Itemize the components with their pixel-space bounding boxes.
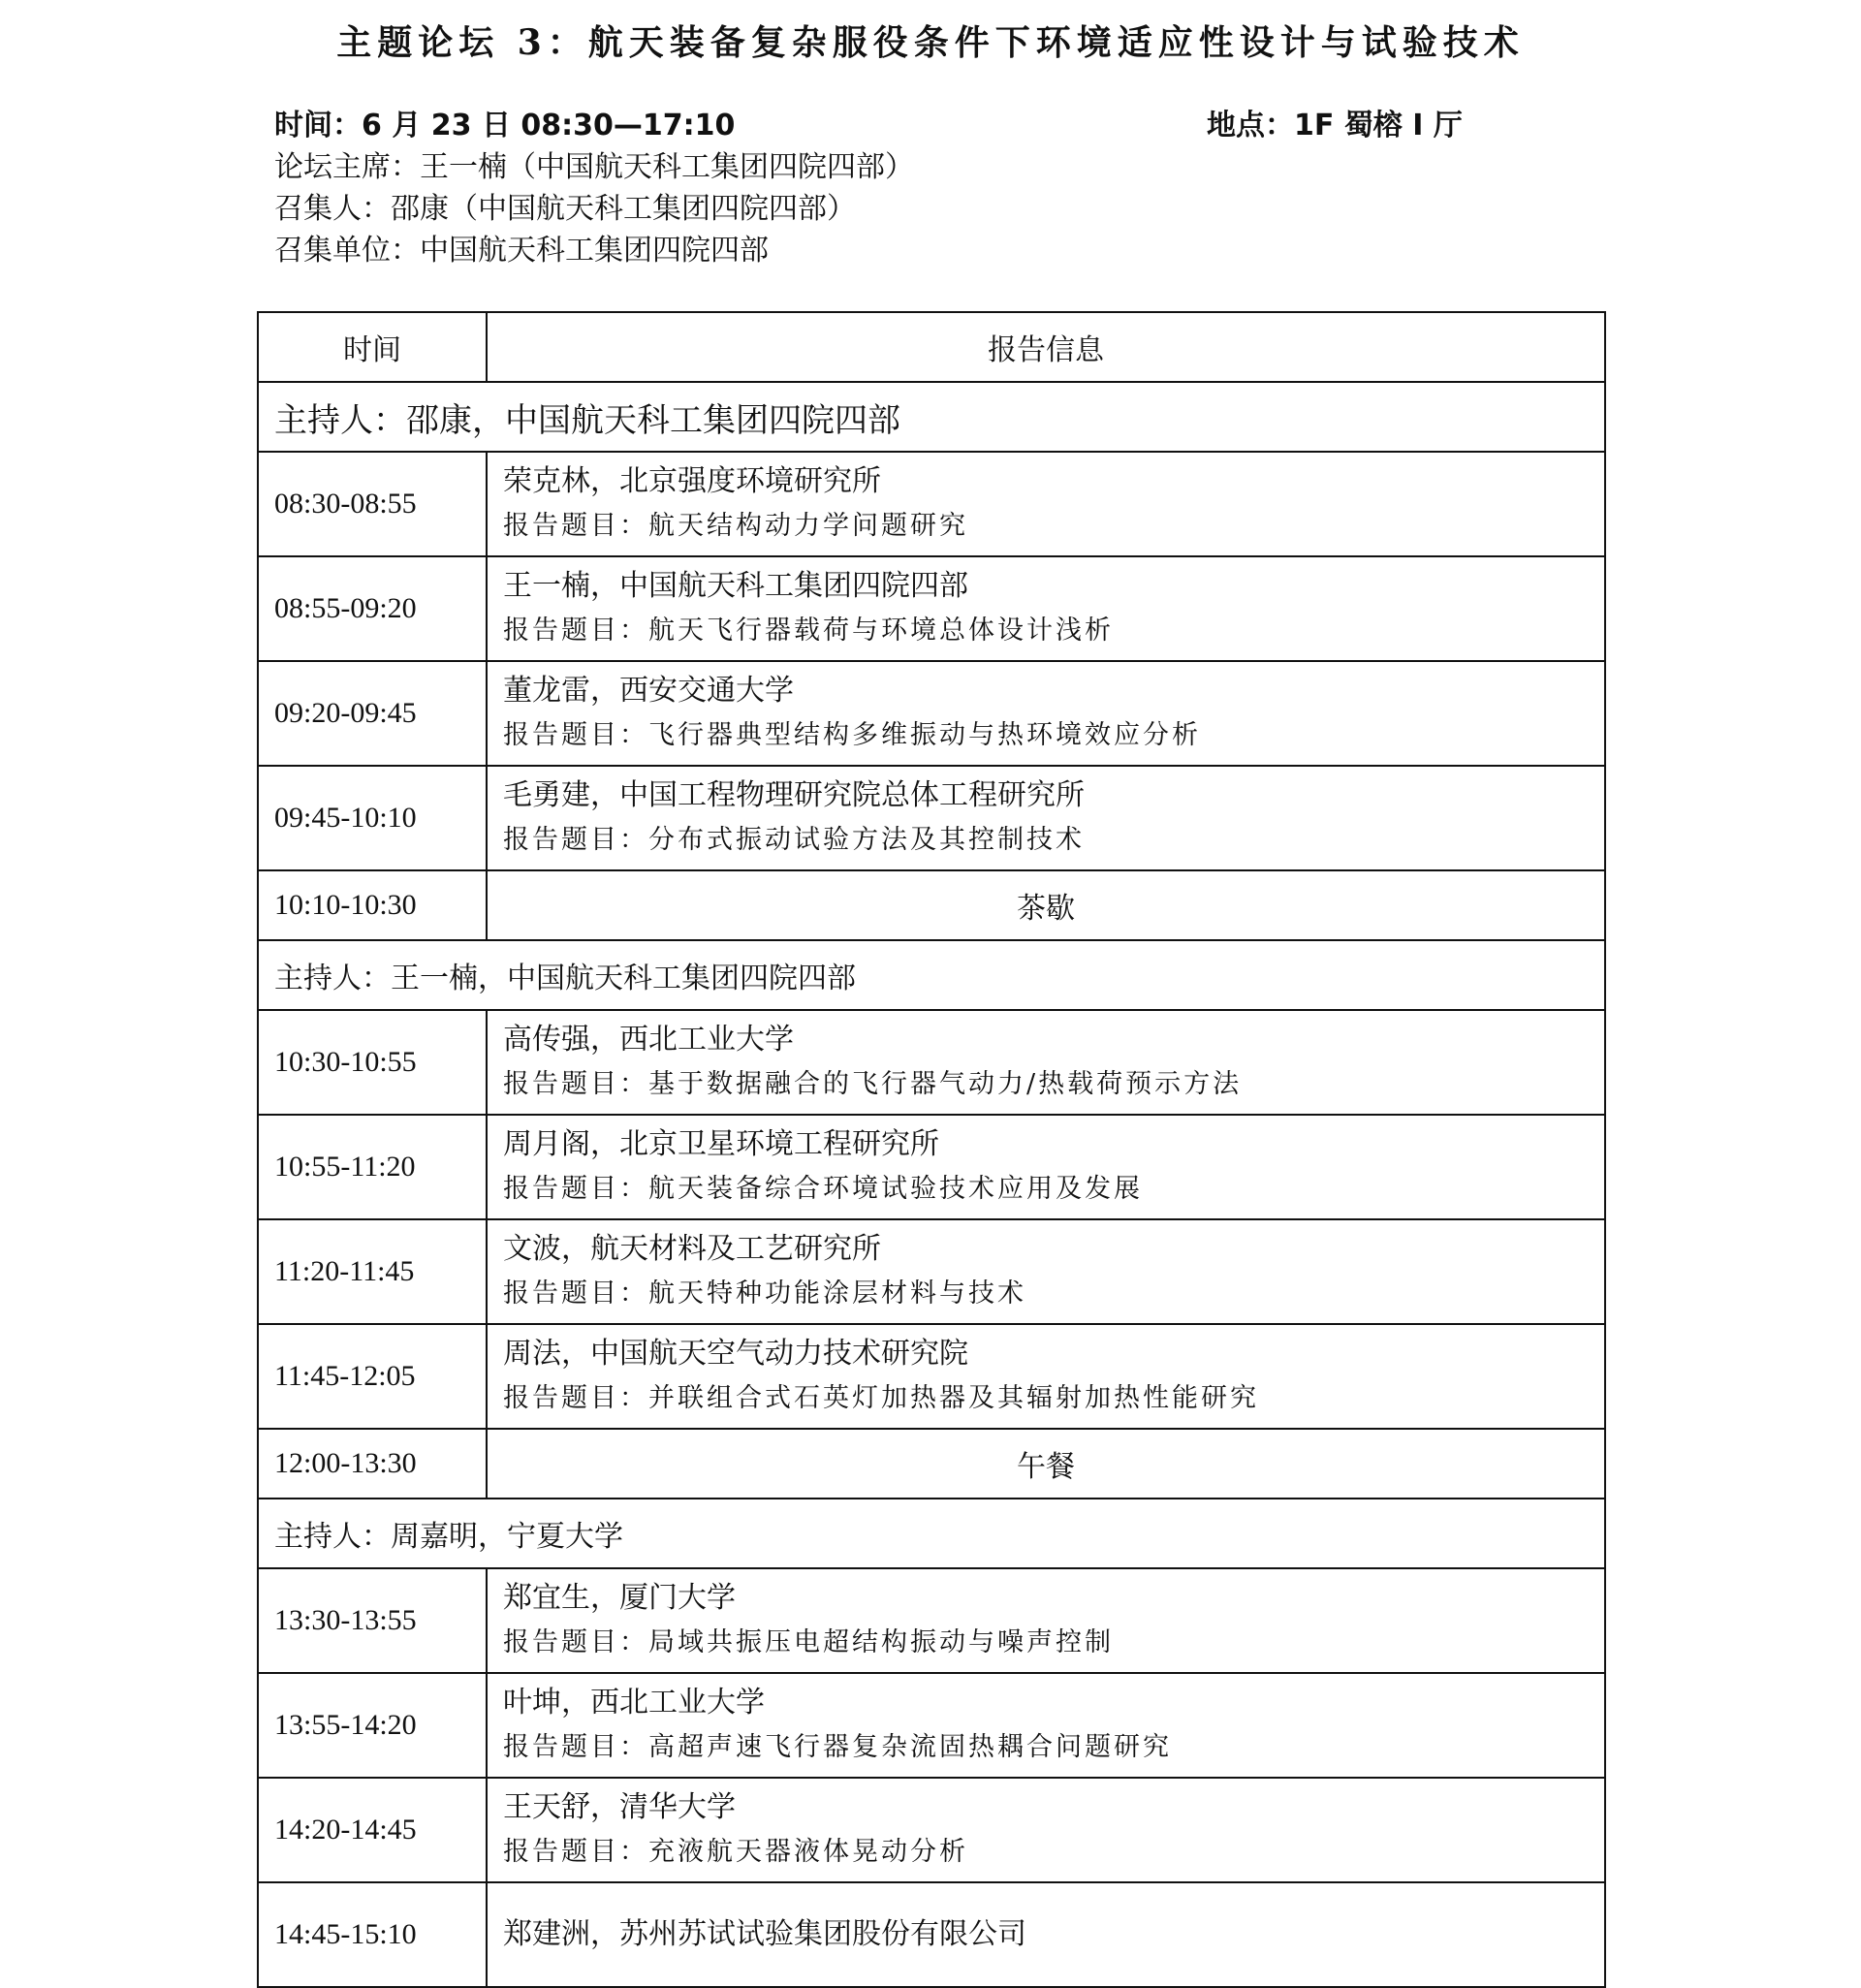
talk-time: 11:45-12:05: [258, 1324, 487, 1429]
meta-time-row: [274, 105, 1602, 146]
meta-convening-unit: 召集单位：中国航天科工集团四院四部: [274, 234, 769, 268]
host-label: 主持人：邵康，中国航天科工集团四院四部: [258, 382, 1605, 452]
break-row: [258, 1429, 1605, 1499]
talk-report: 报告题目：飞行器典型结构多维振动与热环境效应分析: [503, 720, 1201, 750]
host-row: [258, 940, 1605, 1010]
talk-info: [487, 661, 1605, 766]
header-time: 时间: [258, 312, 487, 382]
talk-speaker: 董龙雷，西安交通大学: [503, 674, 794, 708]
talk-time: 10:55-11:20: [258, 1115, 487, 1219]
talk-speaker: 高传强，西北工业大学: [503, 1023, 794, 1057]
forum-title: 主题论坛 3：航天装备复杂服役条件下环境适应性设计与试验技术: [336, 22, 1525, 63]
talk-time: 08:55-09:20: [258, 556, 487, 661]
break-time: 12:00-13:30: [258, 1429, 487, 1499]
talk-time: 13:55-14:20: [258, 1673, 487, 1778]
header-info: 报告信息: [487, 312, 1605, 382]
talk-report: 报告题目：航天特种功能涂层材料与技术: [503, 1278, 1026, 1309]
talk-speaker: 周月阁，北京卫星环境工程研究所: [503, 1127, 939, 1161]
talk-report: 报告题目：基于数据融合的飞行器气动力/热载荷预示方法: [503, 1069, 1243, 1099]
talk-info: [487, 1324, 1605, 1429]
table-row: [258, 1219, 1605, 1324]
meta-convener: 召集人：邵康（中国航天科工集团四院四部）: [274, 192, 856, 226]
table-row: [258, 1778, 1605, 1882]
table-row: [258, 556, 1605, 661]
talk-info: [487, 1568, 1605, 1673]
talk-speaker: 毛勇建，中国工程物理研究院总体工程研究所: [503, 778, 1085, 812]
table-header-row: [258, 312, 1605, 382]
talk-time: 10:30-10:55: [258, 1010, 487, 1115]
talk-info: [487, 766, 1605, 870]
talk-info: [487, 1882, 1605, 1987]
break-label: 午餐: [487, 1429, 1605, 1499]
talk-speaker: 郑建洲，苏州苏试试验集团股份有限公司: [503, 1917, 1026, 1951]
table-row: [258, 1324, 1605, 1429]
talk-speaker: 叶坤，西北工业大学: [503, 1686, 765, 1720]
talk-time: 08:30-08:55: [258, 452, 487, 556]
talk-time: 13:30-13:55: [258, 1568, 487, 1673]
talk-time: 09:20-09:45: [258, 661, 487, 766]
table-row: [258, 1568, 1605, 1673]
talk-report: 报告题目：并联组合式石英灯加热器及其辐射加热性能研究: [503, 1383, 1259, 1413]
talk-time: 11:20-11:45: [258, 1219, 487, 1324]
table-row: [258, 1673, 1605, 1778]
host-row: [258, 1499, 1605, 1568]
table-row: [258, 766, 1605, 870]
forum-meta: [274, 105, 1602, 271]
talk-speaker: 王天舒，清华大学: [503, 1790, 736, 1824]
meta-time: 时间：6 月 23 日 08:30—17:10: [274, 109, 736, 142]
talk-info: [487, 1219, 1605, 1324]
table-row: [258, 1882, 1605, 1987]
talk-report: 报告题目：航天装备综合环境试验技术应用及发展: [503, 1174, 1143, 1204]
host-label: 主持人：周嘉明，宁夏大学: [258, 1499, 1605, 1568]
break-row: [258, 870, 1605, 940]
talk-info: [487, 1673, 1605, 1778]
table-row: [258, 452, 1605, 556]
schedule-table: [257, 311, 1606, 1988]
table-row: [258, 1010, 1605, 1115]
talk-info: [487, 452, 1605, 556]
talk-report: 报告题目：高超声速飞行器复杂流固热耦合问题研究: [503, 1732, 1172, 1762]
talk-info: [487, 1115, 1605, 1219]
break-label: 茶歇: [487, 870, 1605, 940]
talk-time: 14:20-14:45: [258, 1778, 487, 1882]
talk-info: [487, 1778, 1605, 1882]
meta-location: 地点：1F 蜀榕 I 厅: [1207, 109, 1463, 142]
talk-report: 报告题目：航天结构动力学问题研究: [503, 511, 968, 541]
host-row: [258, 382, 1605, 452]
talk-report: 报告题目：航天飞行器载荷与环境总体设计浅析: [503, 615, 1114, 646]
talk-speaker: 周法，中国航天空气动力技术研究院: [503, 1337, 968, 1371]
talk-report: 报告题目：局域共振压电超结构振动与噪声控制: [503, 1627, 1114, 1657]
meta-chair: 论坛主席：王一楠（中国航天科工集团四院四部）: [274, 150, 914, 184]
break-time: 10:10-10:30: [258, 870, 487, 940]
talk-report: 报告题目：充液航天器液体晃动分析: [503, 1837, 968, 1867]
talk-speaker: 荣克林，北京强度环境研究所: [503, 464, 881, 498]
host-label: 主持人：王一楠，中国航天科工集团四院四部: [258, 940, 1605, 1010]
talk-speaker: 文波，航天材料及工艺研究所: [503, 1232, 881, 1266]
talk-info: [487, 1010, 1605, 1115]
talk-speaker: 郑宜生，厦门大学: [503, 1581, 736, 1615]
table-row: [258, 661, 1605, 766]
talk-speaker: 王一楠，中国航天科工集团四院四部: [503, 569, 968, 603]
talk-time: 14:45-15:10: [258, 1882, 487, 1987]
talk-info: [487, 556, 1605, 661]
talk-time: 09:45-10:10: [258, 766, 487, 870]
table-row: [258, 1115, 1605, 1219]
talk-report: 报告题目：分布式振动试验方法及其控制技术: [503, 825, 1085, 855]
